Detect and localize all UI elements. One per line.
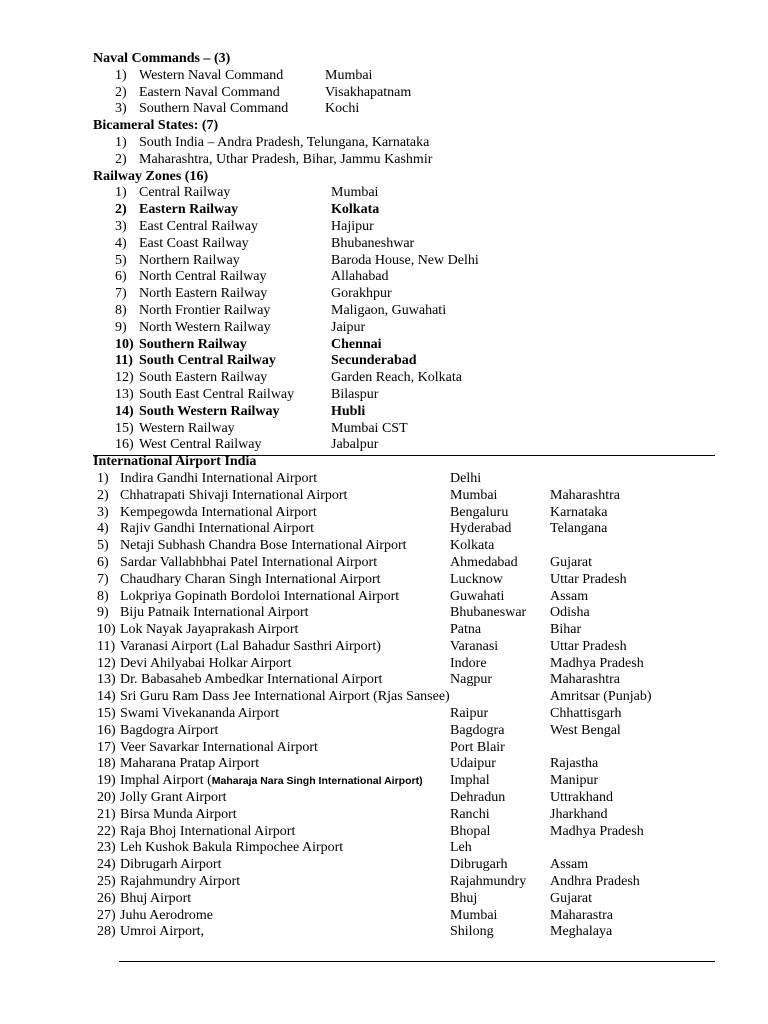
list-item [93, 101, 716, 118]
states-text: South India – Andra Pradesh, Telungana, Karnataka [139, 134, 430, 150]
zone-city: Secunderabad [331, 353, 417, 369]
list-item [93, 269, 716, 286]
airport-city: Mumbai [450, 487, 498, 503]
airport-state: Maharashtra [550, 672, 620, 688]
item-number: 19) [97, 773, 116, 789]
item-number: 14) [97, 689, 116, 705]
airport-name [120, 740, 318, 757]
zone-city: Bhubaneshwar [331, 235, 415, 251]
airport-state: Odisha [550, 605, 590, 621]
zone-name: South Eastern Railway [139, 370, 268, 386]
item-number: 11) [97, 638, 116, 654]
zone-name: West Central Railway [139, 437, 262, 453]
airport-name-text: Maharana Pratap Airport [120, 756, 260, 772]
command-name: Southern Naval Command [139, 101, 289, 117]
zone-city: Allahabad [331, 269, 389, 285]
airport-name [120, 538, 407, 555]
states-text: Maharashtra, Uthar Pradesh, Bihar, Jammu Kashmir [139, 151, 433, 167]
item-number: 5) [97, 538, 109, 554]
airport-name [120, 807, 237, 824]
airport-state: Uttar Pradesh [550, 638, 627, 654]
airport-name-text: Indira Gandhi International Airport [120, 470, 318, 486]
list-item [93, 85, 716, 102]
airport-name-text: Bagdogra Airport [120, 722, 219, 738]
zone-name: North Eastern Railway [139, 286, 268, 302]
list-item [93, 521, 716, 538]
item-number: 26) [97, 890, 116, 906]
footer-divider [119, 961, 715, 962]
item-number: 3) [97, 504, 109, 520]
list-item [93, 740, 716, 757]
list-item [93, 723, 716, 740]
airport-name [120, 706, 279, 723]
zone-city: Mumbai CST [331, 420, 408, 436]
section-divider [93, 455, 715, 456]
zone-name: East Coast Railway [139, 235, 249, 251]
list-item [93, 790, 716, 807]
zone-name: North Western Railway [139, 319, 271, 335]
airport-city: Nagpur [450, 672, 492, 688]
item-number: 3) [115, 218, 127, 234]
airport-name [120, 689, 450, 706]
airport-city: Patna [450, 622, 482, 638]
zone-city: Garden Reach, Kolkata [331, 370, 462, 386]
list-item [93, 908, 716, 925]
item-number: 16) [115, 437, 134, 453]
airport-name [120, 505, 317, 522]
airport-name [120, 589, 399, 606]
item-number: 2) [97, 487, 109, 503]
bicameral-states-heading: Bicameral States: (7) [93, 118, 219, 134]
list-item [93, 706, 716, 723]
airport-name-text: Veer Savarkar International Airport [120, 739, 318, 755]
item-number: 21) [97, 806, 116, 822]
airport-city: Mumbai [450, 907, 498, 923]
item-number: 15) [115, 420, 134, 436]
zone-name: Southern Railway [139, 336, 247, 352]
airport-city: Bhubaneswar [450, 605, 527, 621]
command-city: Kochi [325, 101, 360, 117]
airport-name-subtext: Maharaja Nara Singh International Airport) [211, 775, 423, 788]
airport-name-text: Varanasi Airport (Lal Bahadur Sasthri Airport) [120, 638, 381, 654]
airport-city: Ahmedabad [450, 554, 518, 570]
list-item [93, 589, 716, 606]
airport-state: Assam [550, 857, 589, 873]
airport-city: Delhi [450, 470, 482, 486]
airport-name [120, 723, 218, 740]
airport-name [120, 924, 204, 941]
zone-city: Jabalpur [331, 437, 379, 453]
airport-name [120, 756, 259, 773]
airport-name [120, 773, 423, 790]
item-number: 2) [115, 151, 127, 167]
airport-city: Port Blair [450, 739, 505, 755]
list-item [93, 387, 716, 404]
airport-name-text: Devi Ahilyabai Holkar Airport [120, 655, 292, 671]
item-number: 1) [115, 67, 127, 83]
list-item [93, 622, 716, 639]
airport-state: Assam [550, 588, 589, 604]
airport-city: Bengaluru [450, 504, 509, 520]
list-item [93, 437, 716, 454]
zone-city: Gorakhpur [331, 286, 392, 302]
airport-name-text: Chhatrapati Shivaji International Airport [120, 487, 348, 503]
naval-commands-heading: Naval Commands – (3) [93, 51, 231, 66]
list-item [93, 135, 716, 152]
item-number: 10) [97, 622, 116, 638]
list-item [93, 404, 716, 421]
airport-city: Indore [450, 655, 487, 671]
naval-commands-list [93, 68, 716, 118]
list-item [93, 253, 716, 270]
list-item [93, 337, 716, 354]
list-item [93, 572, 716, 589]
list-item [93, 689, 716, 706]
list-item [93, 857, 716, 874]
airport-city: Lucknow [450, 571, 503, 587]
airport-city: Bhopal [450, 823, 491, 839]
item-number: 22) [97, 823, 116, 839]
airport-name [120, 572, 381, 589]
list-item [93, 236, 716, 253]
item-number: 8) [97, 588, 109, 604]
list-item [93, 656, 716, 673]
airport-state: Manipur [550, 773, 599, 789]
airport-name [120, 639, 381, 656]
airport-name [120, 488, 347, 505]
airport-name-text: Chaudhary Charan Singh International Airport [120, 571, 381, 587]
item-number: 1) [115, 134, 127, 150]
item-number: 2) [115, 202, 127, 218]
airport-state: Gujarat [550, 554, 592, 570]
item-number: 17) [97, 739, 116, 755]
list-item [93, 185, 716, 202]
item-number: 28) [97, 924, 116, 940]
list-item [93, 303, 716, 320]
zone-name: South Central Railway [139, 353, 276, 369]
command-city: Mumbai [325, 67, 373, 83]
list-item [93, 68, 716, 85]
zone-name: Western Railway [139, 420, 235, 436]
airport-name [120, 605, 309, 622]
airport-state: Gujarat [550, 890, 592, 906]
bicameral-states-list [93, 135, 716, 169]
item-number: 16) [97, 722, 116, 738]
item-number: 10) [115, 336, 134, 352]
list-item [93, 152, 716, 169]
airport-name-text: Umroi Airport, [120, 924, 204, 940]
item-number: 6) [115, 269, 127, 285]
airport-name [120, 521, 314, 538]
list-item [93, 538, 716, 555]
item-number: 14) [115, 403, 134, 419]
list-item [93, 505, 716, 522]
item-number: 5) [115, 252, 127, 268]
airport-state: Maharashtra [550, 487, 620, 503]
airport-name-text: Dibrugarh Airport [120, 857, 222, 873]
item-number: 13) [97, 672, 116, 688]
airport-state: Maharastra [550, 907, 613, 923]
airport-name [120, 656, 291, 673]
list-item [93, 320, 716, 337]
item-number: 12) [97, 655, 116, 671]
airport-city: Udaipur [450, 756, 496, 772]
item-number: 20) [97, 790, 116, 806]
zone-name: South Western Railway [139, 403, 280, 419]
airport-state: Rajastha [550, 756, 599, 772]
airport-city: Leh [450, 840, 472, 856]
zone-name: East Central Railway [139, 218, 258, 234]
airport-name [120, 891, 191, 908]
item-number: 15) [97, 706, 116, 722]
list-item [93, 807, 716, 824]
zone-name: Northern Railway [139, 252, 240, 268]
item-number: 7) [115, 286, 127, 302]
list-item [93, 286, 716, 303]
list-item [93, 773, 716, 790]
airport-name [120, 908, 213, 925]
airport-city: Raipur [450, 706, 489, 722]
item-number: 1) [97, 470, 109, 486]
command-name: Western Naval Command [139, 67, 284, 83]
international-airport-heading: International Airport India [93, 454, 257, 470]
item-number: 7) [97, 571, 109, 587]
airport-name-text: Dr. Babasaheb Ambedkar International Airport [120, 672, 383, 688]
airport-city: Varanasi [450, 638, 499, 654]
railway-zones-list [93, 185, 716, 454]
airport-name [120, 471, 317, 488]
item-number: 12) [115, 370, 134, 386]
airport-list [93, 471, 716, 941]
airport-name-text: Lokpriya Gopinath Bordoloi International Airport [120, 588, 400, 604]
airport-city: Bhuj [450, 890, 478, 906]
item-number: 25) [97, 874, 116, 890]
airport-name [120, 857, 221, 874]
item-number: 18) [97, 756, 116, 772]
airport-name [120, 874, 240, 891]
airport-name [120, 555, 377, 572]
airport-state: Chhattisgarh [550, 706, 622, 722]
list-item [93, 555, 716, 572]
zone-city: Kolkata [331, 202, 380, 218]
zone-city: Chennai [331, 336, 382, 352]
item-number: 4) [115, 235, 127, 251]
airport-name-text: Bhuj Airport [120, 890, 192, 906]
airport-state: Uttar Pradesh [550, 571, 627, 587]
list-item [93, 891, 716, 908]
list-item [93, 421, 716, 438]
airport-name-text: Kempegowda International Airport [120, 504, 317, 520]
item-number: 6) [97, 554, 109, 570]
list-item [93, 471, 716, 488]
item-number: 9) [115, 319, 127, 335]
airport-city: Imphal [450, 773, 490, 789]
list-item [93, 605, 716, 622]
zone-name: Central Railway [139, 185, 231, 201]
zone-city: Maligaon, Guwahati [331, 302, 447, 318]
airport-name-text: Leh Kushok Bakula Rimpochee Airport [120, 840, 344, 856]
airport-city: Guwahati [450, 588, 505, 604]
airport-city: Dibrugarh [450, 857, 508, 873]
airport-name [120, 840, 343, 857]
item-number: 13) [115, 386, 134, 402]
airport-name [120, 790, 227, 807]
list-item [93, 672, 716, 689]
airport-name-text: Imphal Airport ( [120, 773, 212, 789]
airport-city: Dehradun [450, 790, 506, 806]
item-number: 11) [115, 353, 133, 369]
airport-state: West Bengal [550, 722, 621, 738]
list-item [93, 840, 716, 857]
airport-city: Kolkata [450, 538, 495, 554]
airport-state: Karnataka [550, 504, 608, 520]
airport-name-text: Sardar Vallabhbhai Patel International Airport [120, 554, 378, 570]
command-name: Eastern Naval Command [139, 84, 280, 100]
airport-city: Shilong [450, 924, 494, 940]
airport-state: Bihar [550, 622, 582, 638]
airport-state: Uttrakhand [550, 790, 613, 806]
airport-city: Bagdogra [450, 722, 505, 738]
airport-name-text: Biju Patnaik International Airport [120, 605, 309, 621]
airport-city: Rajahmundry [450, 874, 527, 890]
railway-zones-heading: Railway Zones (16) [93, 168, 209, 184]
item-number: 24) [97, 857, 116, 873]
airport-name-text: Jolly Grant Airport [120, 790, 227, 806]
item-number: 23) [97, 840, 116, 856]
item-number: 2) [115, 84, 127, 100]
airport-name-text: Juhu Aerodrome [120, 907, 213, 923]
zone-city: Jaipur [331, 319, 366, 335]
zone-city: Hubli [331, 403, 366, 419]
zone-city: Baroda House, New Delhi [331, 252, 479, 268]
list-item [93, 219, 716, 236]
airport-state: Madhya Pradesh [550, 823, 644, 839]
zone-name: South East Central Railway [139, 386, 295, 402]
airport-name-text: Raja Bhoj International Airport [120, 823, 296, 839]
item-number: 27) [97, 907, 116, 923]
zone-city: Mumbai [331, 185, 379, 201]
list-item [93, 924, 716, 941]
airport-state: Meghalaya [550, 924, 613, 940]
airport-state: Andhra Pradesh [550, 874, 640, 890]
list-item [93, 824, 716, 841]
airport-name [120, 824, 295, 841]
airport-name-text: Rajiv Gandhi International Airport [120, 521, 315, 537]
list-item [93, 639, 716, 656]
item-number: 9) [97, 605, 109, 621]
airport-city: Ranchi [450, 806, 490, 822]
airport-name-text: Birsa Munda Airport [120, 806, 237, 822]
airport-state: Amritsar (Punjab) [550, 689, 652, 705]
command-city: Visakhapatnam [325, 84, 412, 100]
airport-name [120, 622, 298, 639]
document-page [93, 51, 716, 941]
item-number: 1) [115, 185, 127, 201]
zone-name: Eastern Railway [139, 202, 239, 218]
zone-name: North Central Railway [139, 269, 267, 285]
list-item [93, 202, 716, 219]
airport-state: Madhya Pradesh [550, 655, 644, 671]
zone-city: Hajipur [331, 218, 374, 234]
airport-name [120, 672, 382, 689]
airport-name-text: Rajahmundry Airport [120, 874, 241, 890]
item-number: 4) [97, 521, 109, 537]
zone-name: North Frontier Railway [139, 302, 271, 318]
airport-state: Jharkhand [550, 806, 608, 822]
list-item [93, 488, 716, 505]
list-item [93, 370, 716, 387]
airport-name-text: Lok Nayak Jayaprakash Airport [120, 622, 299, 638]
zone-city: Bilaspur [331, 386, 379, 402]
item-number: 8) [115, 302, 127, 318]
item-number: 3) [115, 101, 127, 117]
airport-state: Telangana [550, 521, 608, 537]
list-item [93, 874, 716, 891]
list-item [93, 756, 716, 773]
airport-city: Hyderabad [450, 521, 512, 537]
airport-name-text: Sri Guru Ram Dass Jee International Airport (Rjas Sansee) [120, 689, 450, 705]
airport-name-text: Swami Vivekananda Airport [120, 706, 280, 722]
list-item [93, 353, 716, 370]
airport-name-text: Netaji Subhash Chandra Bose International Airport [120, 538, 407, 554]
